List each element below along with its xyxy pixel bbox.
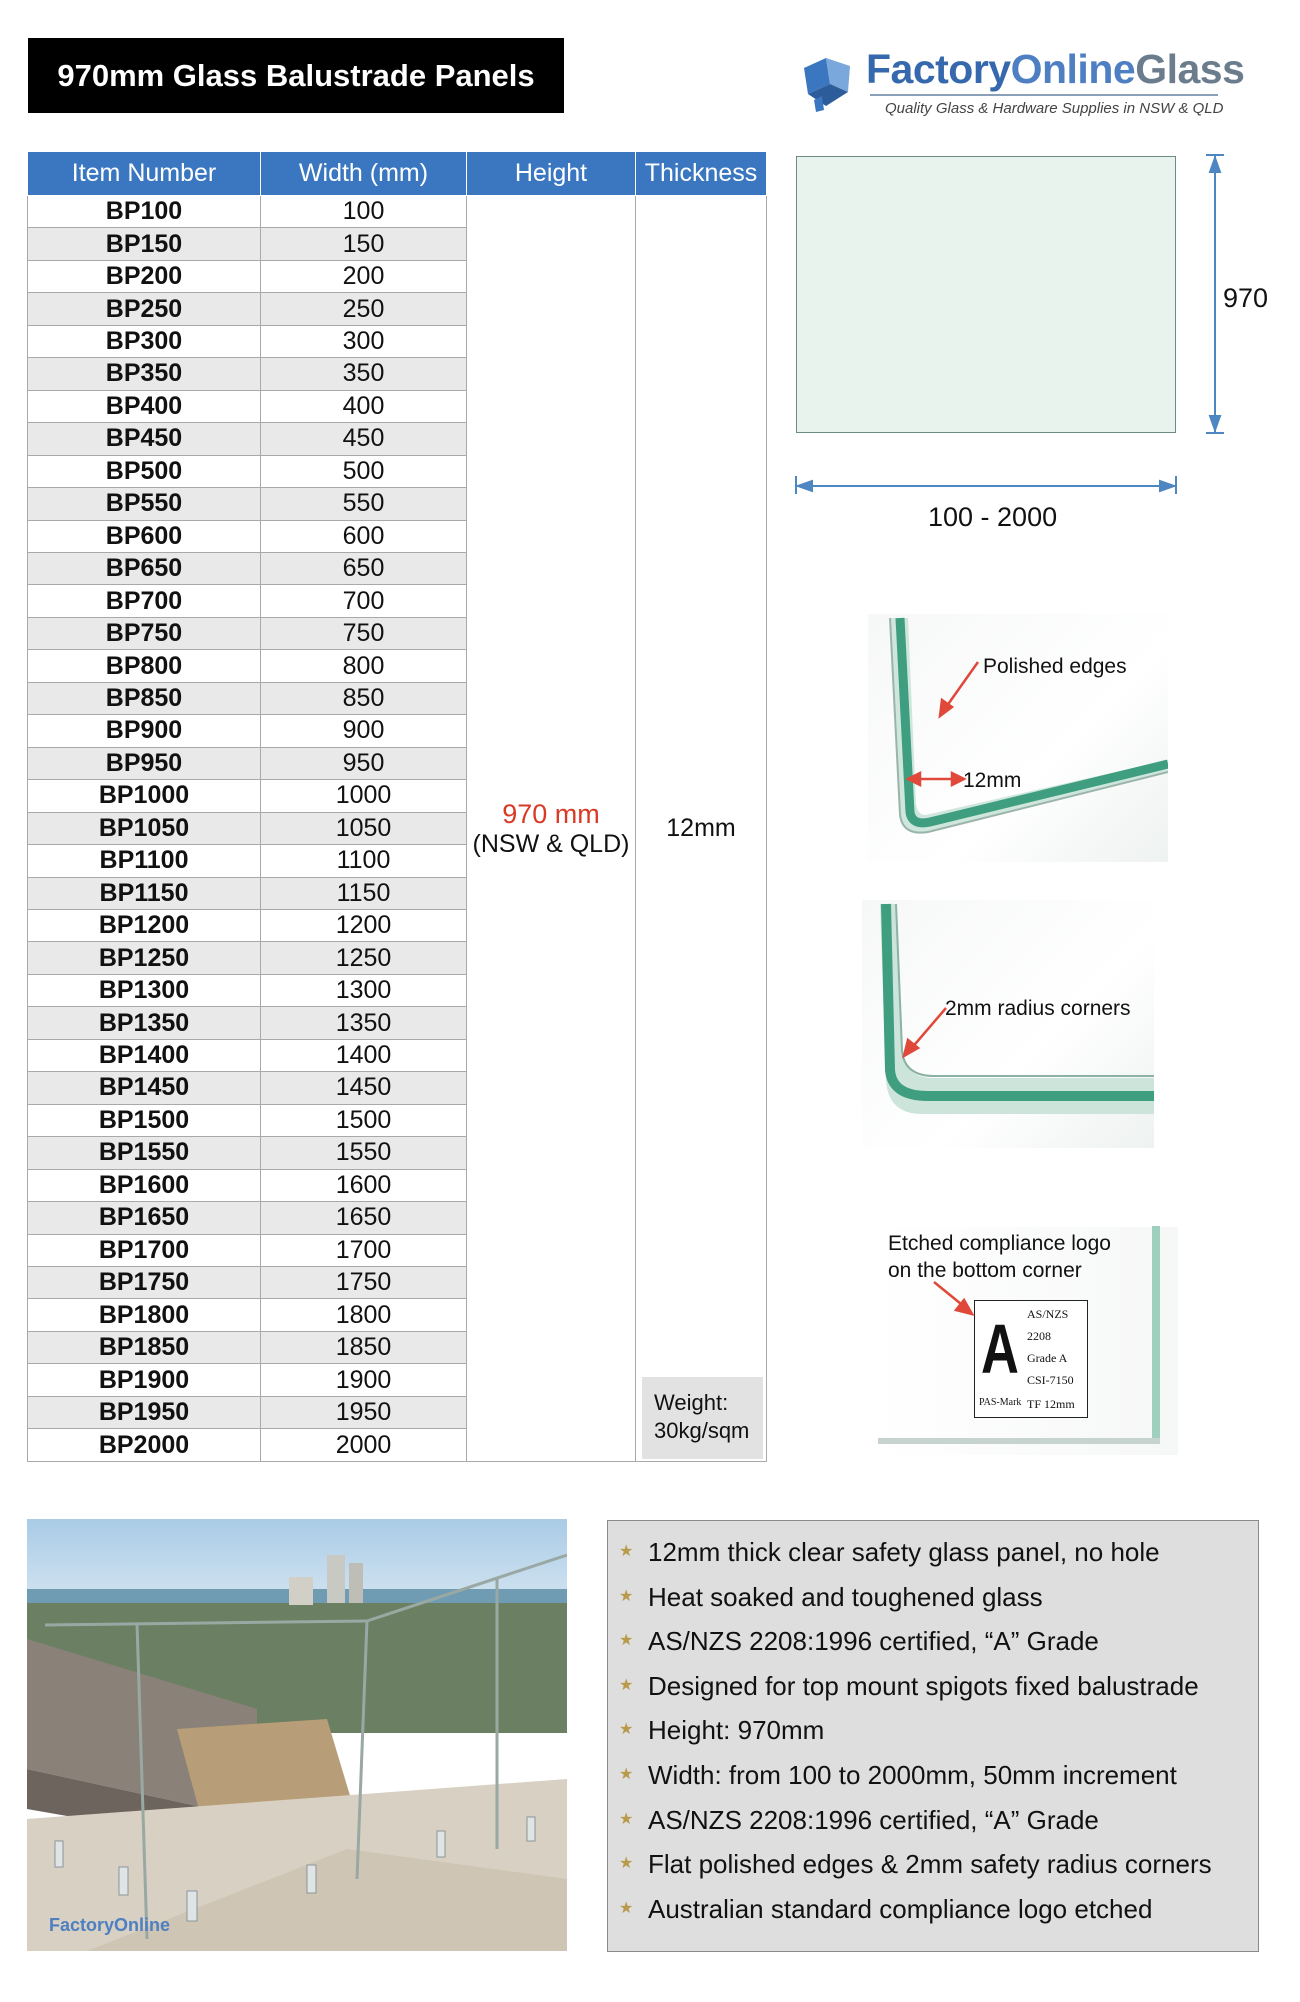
feature-item xyxy=(608,1887,1258,1932)
width-cell: 950 xyxy=(261,747,467,779)
width-cell: 300 xyxy=(261,325,467,357)
thickness-cell xyxy=(636,196,767,1462)
item-number-cell: BP550 xyxy=(28,488,261,520)
column-header-width: Width (mm) xyxy=(261,152,467,196)
width-dimension-label: 100 - 2000 xyxy=(928,502,1058,532)
item-number-cell: BP750 xyxy=(28,617,261,649)
column-header-height: Height xyxy=(467,152,636,196)
width-cell: 800 xyxy=(261,650,467,682)
star-icon: ★ xyxy=(619,1587,634,1605)
feature-item xyxy=(608,1619,1258,1664)
width-cell: 250 xyxy=(261,293,467,325)
photo-watermark: FactoryOnline xyxy=(49,1915,171,1935)
features-list xyxy=(607,1520,1259,1952)
width-cell: 1150 xyxy=(261,877,467,909)
compliance-standard: AS/NZS xyxy=(1027,1307,1069,1321)
logo-word-online: Online xyxy=(1010,46,1136,92)
feature-text: 12mm thick clear safety glass panel, no hole xyxy=(648,1537,1160,1567)
item-number-cell: BP1050 xyxy=(28,812,261,844)
item-number-cell: BP650 xyxy=(28,552,261,584)
compliance-number: 2208 xyxy=(1027,1329,1051,1343)
logo-divider xyxy=(870,94,1218,96)
width-cell: 1500 xyxy=(261,1104,467,1136)
feature-text: Australian standard compliance logo etched xyxy=(648,1893,1153,1924)
height-dimension-label: 970 xyxy=(1223,283,1269,313)
star-icon: ★ xyxy=(619,1810,634,1828)
item-number-cell: BP200 xyxy=(28,260,261,292)
width-cell: 900 xyxy=(261,715,467,747)
star-icon: ★ xyxy=(619,1676,634,1694)
item-number-cell: BP1250 xyxy=(28,942,261,974)
width-cell: 1850 xyxy=(261,1331,467,1363)
item-number-cell: BP1950 xyxy=(28,1396,261,1428)
height-value: 970 mm xyxy=(502,798,600,829)
compliance-grade: Grade A xyxy=(1027,1351,1068,1365)
table-header-row xyxy=(28,152,767,196)
feature-text: Flat polished edges & 2mm safety radius corners xyxy=(648,1849,1212,1880)
width-cell: 850 xyxy=(261,682,467,714)
feature-text: Height: 970mm xyxy=(648,1715,825,1746)
feature-text: AS/NZS 2208:1996 certified, “A” Grade xyxy=(648,1626,1099,1657)
width-cell: 200 xyxy=(261,260,467,292)
star-icon: ★ xyxy=(619,1765,634,1783)
weight-box xyxy=(642,1377,763,1459)
thickness-value: 12mm xyxy=(666,814,736,842)
width-cell: 1950 xyxy=(261,1396,467,1428)
feature-item xyxy=(608,1530,1258,1575)
item-number-cell: BP150 xyxy=(28,228,261,260)
feature-item xyxy=(608,1798,1258,1843)
star-icon: ★ xyxy=(619,1899,634,1917)
compliance-mark-letter: A xyxy=(981,1310,1019,1388)
column-header-thickness: Thickness xyxy=(636,152,767,196)
width-cell: 1400 xyxy=(261,1039,467,1071)
item-number-cell: BP1700 xyxy=(28,1234,261,1266)
feature-item xyxy=(608,1842,1258,1887)
brand-logo xyxy=(800,44,1245,129)
item-number-cell: BP1800 xyxy=(28,1299,261,1331)
width-cell: 1250 xyxy=(261,942,467,974)
width-cell: 1700 xyxy=(261,1234,467,1266)
item-number-cell: BP1650 xyxy=(28,1202,261,1234)
width-cell: 1650 xyxy=(261,1202,467,1234)
width-cell: 2000 xyxy=(261,1429,467,1462)
feature-text: Heat soaked and toughened glass xyxy=(648,1581,1043,1612)
item-number-cell: BP450 xyxy=(28,423,261,455)
width-cell: 1550 xyxy=(261,1137,467,1169)
feature-item xyxy=(608,1708,1258,1753)
callout-polished-edges: Polished edges xyxy=(983,655,1127,678)
star-icon: ★ xyxy=(619,1543,634,1560)
width-cell: 550 xyxy=(261,488,467,520)
star-icon: ★ xyxy=(619,1632,634,1650)
item-number-cell: BP400 xyxy=(28,390,261,422)
star-icon: ★ xyxy=(619,1721,634,1739)
product-table xyxy=(27,151,767,1462)
glass-cube-icon xyxy=(800,50,856,114)
item-number-cell: BP1500 xyxy=(28,1104,261,1136)
item-number-cell: BP1200 xyxy=(28,909,261,941)
item-number-cell: BP1550 xyxy=(28,1137,261,1169)
balcony-photo xyxy=(27,1519,567,1951)
width-cell: 1350 xyxy=(261,1007,467,1039)
width-cell: 100 xyxy=(261,196,467,228)
width-cell: 1000 xyxy=(261,780,467,812)
callout-radius-corners: 2mm radius corners xyxy=(945,997,1131,1020)
compliance-pas: PAS-Mark xyxy=(979,1397,1022,1408)
width-cell: 1300 xyxy=(261,974,467,1006)
item-number-cell: BP1750 xyxy=(28,1266,261,1298)
callout-12mm: 12mm xyxy=(963,769,1022,792)
dimension-arrows xyxy=(780,148,1240,498)
item-number-cell: BP250 xyxy=(28,293,261,325)
item-number-cell: BP1600 xyxy=(28,1169,261,1201)
width-cell: 1750 xyxy=(261,1266,467,1298)
page-title: 970mm Glass Balustrade Panels xyxy=(28,38,564,113)
item-number-cell: BP700 xyxy=(28,585,261,617)
width-cell: 750 xyxy=(261,617,467,649)
logo-word-factory: Factory xyxy=(866,46,1011,92)
compliance-caption-line1: Etched compliance logo xyxy=(888,1232,1111,1255)
width-cell: 350 xyxy=(261,358,467,390)
weight-value: 30kg/sqm xyxy=(654,1418,750,1443)
item-number-cell: BP1000 xyxy=(28,780,261,812)
height-cell xyxy=(467,196,636,1462)
width-cell: 150 xyxy=(261,228,467,260)
width-cell: 1450 xyxy=(261,1072,467,1104)
item-number-cell: BP1350 xyxy=(28,1007,261,1039)
item-number-cell: BP1400 xyxy=(28,1039,261,1071)
width-cell: 1600 xyxy=(261,1169,467,1201)
item-number-cell: BP1300 xyxy=(28,974,261,1006)
feature-text: AS/NZS 2208:1996 certified, “A” Grade xyxy=(648,1804,1099,1835)
width-cell: 1050 xyxy=(261,812,467,844)
item-number-cell: BP1150 xyxy=(28,877,261,909)
feature-item xyxy=(608,1753,1258,1798)
item-number-cell: BP350 xyxy=(28,358,261,390)
item-number-cell: BP950 xyxy=(28,747,261,779)
width-cell: 600 xyxy=(261,520,467,552)
compliance-tf: TF 12mm xyxy=(1027,1397,1075,1411)
height-note: (NSW & QLD) xyxy=(472,829,630,858)
weight-label: Weight: xyxy=(654,1390,729,1415)
width-cell: 1900 xyxy=(261,1364,467,1396)
item-number-cell: BP2000 xyxy=(28,1429,261,1462)
width-cell: 1100 xyxy=(261,845,467,877)
feature-text: Width: from 100 to 2000mm, 50mm increment xyxy=(648,1759,1177,1790)
item-number-cell: BP800 xyxy=(28,650,261,682)
item-number-cell: BP500 xyxy=(28,455,261,487)
table-row xyxy=(28,196,767,228)
width-cell: 1800 xyxy=(261,1299,467,1331)
width-cell: 650 xyxy=(261,552,467,584)
item-number-cell: BP100 xyxy=(28,196,261,228)
item-number-cell: BP900 xyxy=(28,715,261,747)
item-number-cell: BP1850 xyxy=(28,1331,261,1363)
logo-wordmark xyxy=(866,46,1244,93)
logo-tagline: Quality Glass & Hardware Supplies in NSW & QLD xyxy=(885,100,1224,117)
width-cell: 1200 xyxy=(261,909,467,941)
item-number-cell: BP850 xyxy=(28,682,261,714)
logo-word-glass: Glass xyxy=(1135,46,1245,92)
compliance-caption-line2: on the bottom corner xyxy=(888,1259,1082,1282)
width-cell: 500 xyxy=(261,455,467,487)
compliance-code: CSI-7150 xyxy=(1027,1373,1074,1387)
column-header-item: Item Number xyxy=(28,152,261,196)
item-number-cell: BP600 xyxy=(28,520,261,552)
feature-item xyxy=(608,1664,1258,1709)
feature-text: Designed for top mount spigots fixed balustrade xyxy=(648,1670,1199,1701)
width-cell: 450 xyxy=(261,423,467,455)
compliance-mark xyxy=(974,1300,1088,1418)
width-cell: 400 xyxy=(261,390,467,422)
item-number-cell: BP1450 xyxy=(28,1072,261,1104)
balcony-illustration xyxy=(27,1519,567,1951)
item-number-cell: BP300 xyxy=(28,325,261,357)
feature-item xyxy=(608,1575,1258,1620)
item-number-cell: BP1900 xyxy=(28,1364,261,1396)
width-cell: 700 xyxy=(261,585,467,617)
item-number-cell: BP1100 xyxy=(28,845,261,877)
compliance-caption xyxy=(888,1230,1111,1284)
star-icon: ★ xyxy=(619,1855,634,1873)
